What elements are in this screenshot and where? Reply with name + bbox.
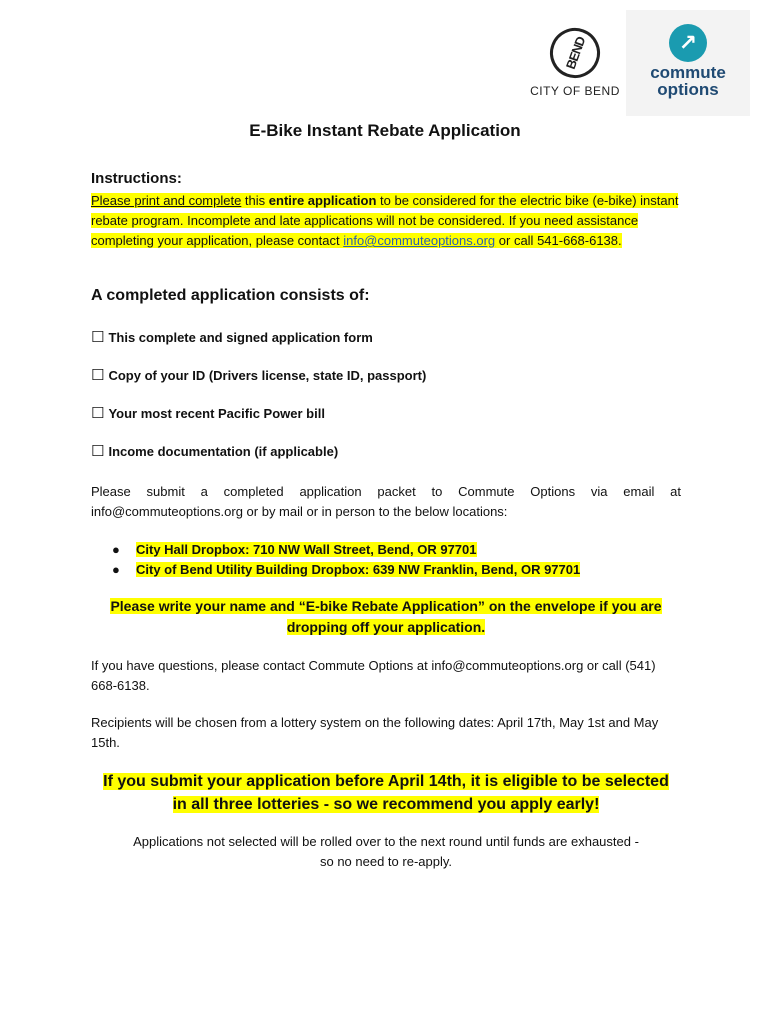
envelope-notice: Please write your name and “E-bike Rebate Application” on the envelope if you are dropping off your application. (110, 598, 662, 635)
instructions-paragraph: Please print and complete this entire application to be considered for the electric bike (e-bike) instant rebate program. Incomplete and late applications will not be considered. If you need assistance completing your application, please contact info@commuteoptions.org or call 541-668-6138. (91, 193, 679, 248)
apply-early-notice: If you submit your application before April 14th, it is eligible to be selected in all three lotteries - so we recommend you apply early! (103, 773, 669, 813)
city-of-bend-caption: CITY OF BEND (530, 84, 620, 98)
checklist-item: ☐ Income documentation (if applicable) (91, 443, 339, 460)
checklist-item: ☐ This complete and signed application form (91, 329, 373, 346)
page-title: E-Bike Instant Rebate Application (249, 121, 521, 140)
contact-email-link[interactable]: info@commuteoptions.org (343, 233, 496, 248)
rollover-notice: Applications not selected will be rolled over to the next round until funds are exhausted - so no need to re-apply. (133, 834, 639, 869)
checkbox-icon: ☐ (91, 367, 105, 384)
checklist-item: ☐ Copy of your ID (Drivers license, state ID, passport) (91, 367, 427, 384)
contact-phone: 541-668-6138. (537, 233, 622, 248)
checklist-item: ☐ Your most recent Pacific Power bill (91, 405, 325, 422)
bend-seal-icon: BEND (543, 21, 607, 85)
list-item: ● City of Bend Utility Building Dropbox: 639 NW Franklin, Bend, OR 97701 (112, 560, 580, 580)
cycling-arrow-icon: ↗ (669, 24, 707, 62)
list-item: ● City Hall Dropbox: 710 NW Wall Street, Bend, OR 97701 (112, 540, 580, 560)
print-complete-text: Please print and complete (91, 193, 242, 208)
commute-options-line2: options (657, 80, 719, 99)
questions-paragraph: If you have questions, please contact Commute Options at info@commuteoptions.org or call (541) 668-6138. (91, 658, 656, 693)
commute-options-line1: commute (650, 63, 726, 82)
bullet-icon: ● (112, 542, 120, 557)
checkbox-icon: ☐ (91, 443, 105, 460)
checkbox-icon: ☐ (91, 405, 105, 422)
dropbox-locations (112, 540, 580, 580)
commute-options-logo (626, 10, 750, 116)
submit-instructions: Please submit a completed application packet to Commute Options via email at info@commuteoptions.org or by mail or in person to the below locations: (91, 484, 681, 519)
bullet-icon: ● (112, 562, 120, 577)
instructions-heading: Instructions: (91, 170, 182, 187)
city-of-bend-logo (528, 28, 622, 98)
lottery-paragraph: Recipients will be chosen from a lottery system on the following dates: April 17th, May 1st and May 15th. (91, 715, 659, 750)
checkbox-icon: ☐ (91, 329, 105, 346)
completed-application-heading: A completed application consists of: (91, 287, 370, 304)
